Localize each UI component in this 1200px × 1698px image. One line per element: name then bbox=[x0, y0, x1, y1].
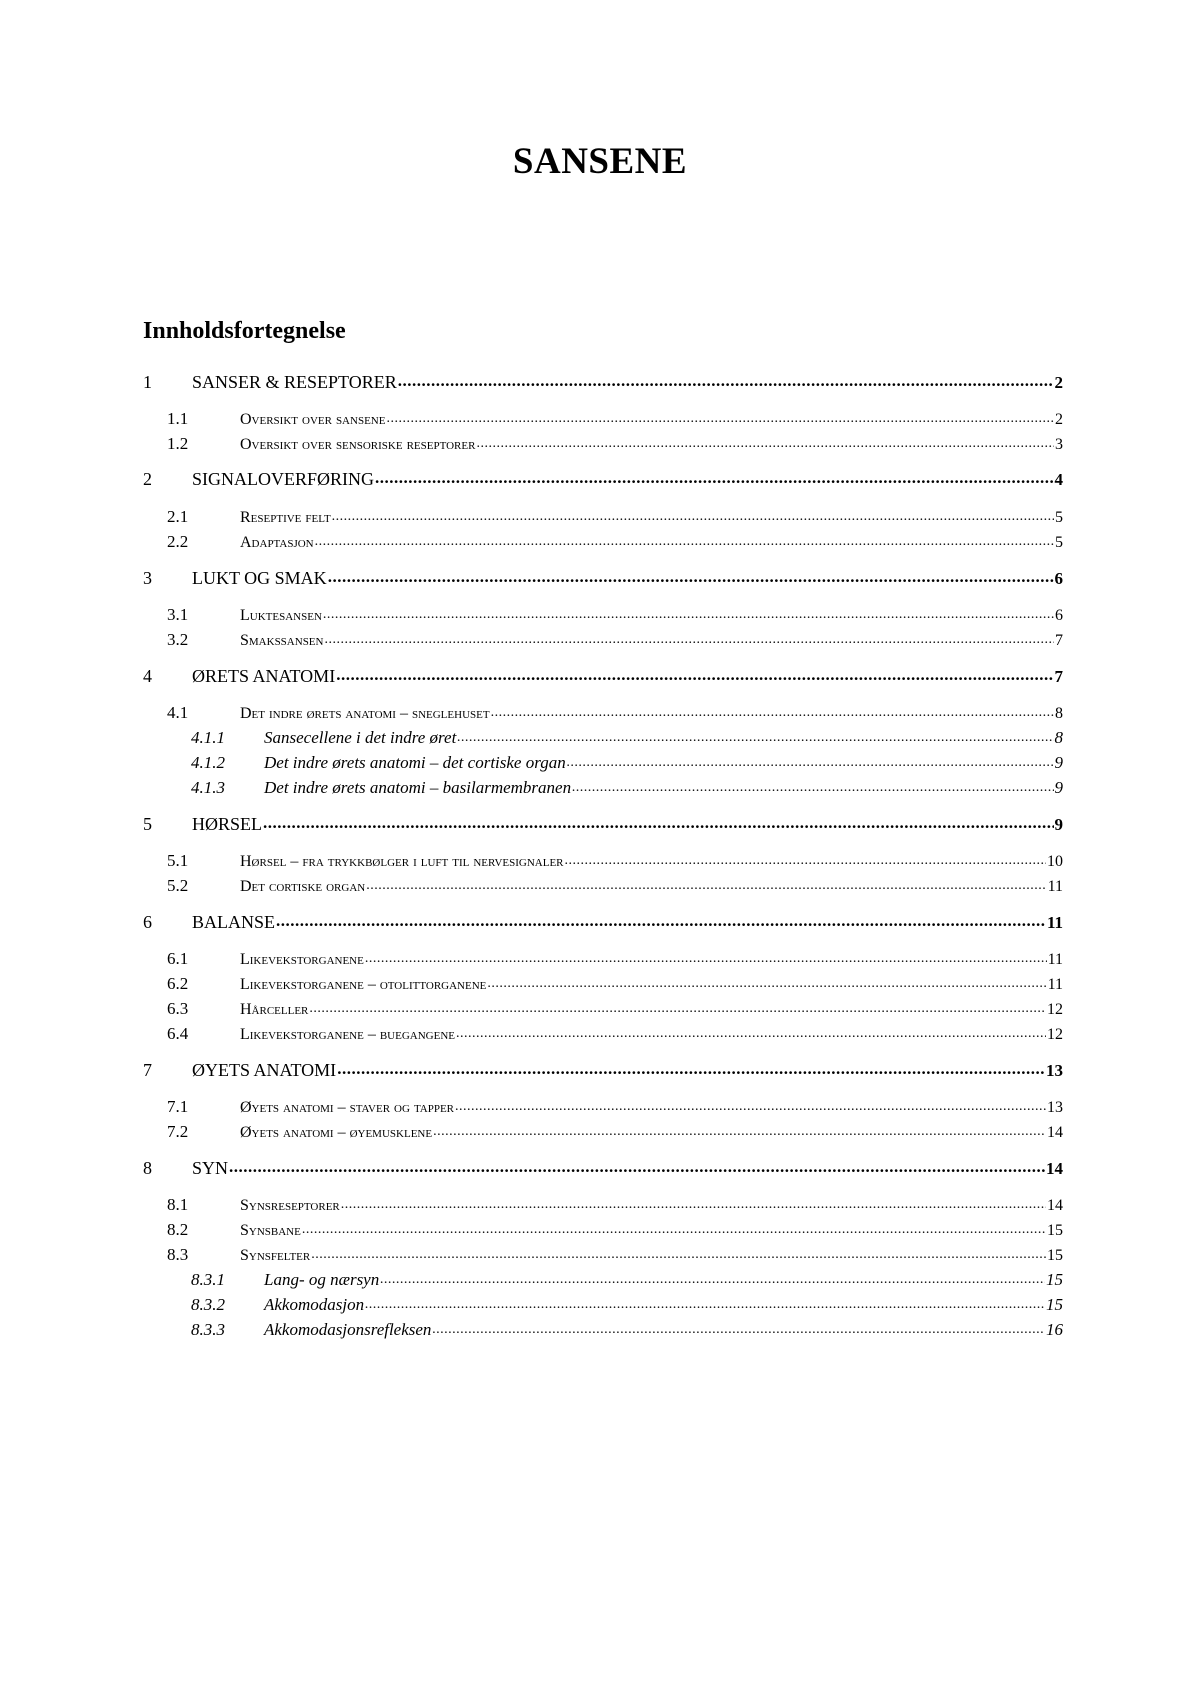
toc-entry-label: Reseptive felt bbox=[240, 509, 331, 526]
toc-entry[interactable] bbox=[167, 1095, 1063, 1119]
toc-entry-number: 8.3.1 bbox=[191, 1270, 225, 1289]
toc-entry-page-number: 5 bbox=[1055, 534, 1063, 551]
toc-entry-label: SANSER & RESEPTORER bbox=[192, 372, 397, 392]
toc-entry-label: Oversikt over sansene bbox=[240, 411, 386, 428]
toc-entry-number: 8.3 bbox=[167, 1245, 189, 1264]
toc-entry-number: 5.2 bbox=[167, 876, 189, 895]
toc-entry[interactable] bbox=[191, 1268, 1063, 1292]
toc-entry-page-number: 6 bbox=[1055, 607, 1063, 624]
toc-entry[interactable] bbox=[167, 603, 1063, 627]
toc-entry[interactable] bbox=[143, 370, 1063, 394]
toc-entry[interactable] bbox=[167, 1218, 1063, 1242]
toc-entry-label: ØYETS ANATOMI bbox=[192, 1060, 337, 1080]
toc-dot-leader bbox=[323, 603, 1054, 620]
toc-dot-leader bbox=[365, 1293, 1045, 1310]
toc-entry-label: Likevekstorganene – otolittorganene bbox=[240, 976, 487, 993]
toc-entry-label: Øyets anatomi – staver og tapper bbox=[240, 1099, 455, 1116]
toc-entry-label: Lang- og nærsyn bbox=[264, 1270, 380, 1289]
toc-entry-number: 6.4 bbox=[167, 1024, 189, 1043]
toc-dot-leader bbox=[302, 1218, 1046, 1235]
toc-entry-label: Det cortiske organ bbox=[240, 878, 366, 895]
toc-entry-label: Akkomodasjon bbox=[264, 1295, 365, 1314]
toc-entry-label: BALANSE bbox=[192, 912, 276, 932]
toc-entry-label: SYN bbox=[192, 1158, 229, 1178]
toc-entry[interactable] bbox=[167, 701, 1063, 725]
toc-entry-page-number: 11 bbox=[1047, 878, 1063, 895]
toc-entry[interactable] bbox=[167, 1193, 1063, 1217]
toc-entry-page-number: 7 bbox=[1055, 632, 1063, 649]
toc-entry[interactable] bbox=[143, 1156, 1063, 1180]
toc-entry-label: LUKT OG SMAK bbox=[192, 568, 327, 588]
toc-entry-label: Synsreseptorer bbox=[240, 1197, 340, 1214]
toc-entry-number: 6.1 bbox=[167, 949, 189, 968]
toc-entry-number: 7.1 bbox=[167, 1097, 189, 1116]
toc-entry[interactable] bbox=[143, 467, 1063, 491]
toc-entry[interactable] bbox=[167, 874, 1063, 898]
toc-entry-number: 4.1.2 bbox=[191, 753, 225, 772]
toc-dot-leader bbox=[386, 407, 1054, 424]
toc-entry-page-number: 14 bbox=[1046, 1159, 1063, 1178]
toc-dot-leader bbox=[276, 910, 1046, 928]
toc-dot-leader bbox=[380, 1268, 1045, 1285]
toc-entry-page-number: 8 bbox=[1055, 705, 1063, 722]
toc-entry[interactable] bbox=[191, 751, 1063, 775]
toc-entry-number: 6 bbox=[143, 912, 152, 932]
toc-entry-page-number: 15 bbox=[1047, 1222, 1063, 1239]
toc-entry-page-number: 2 bbox=[1054, 373, 1063, 392]
document-title: SANSENE bbox=[512, 141, 688, 182]
toc-entry-label: Øyets anatomi – øyemusklene bbox=[240, 1124, 433, 1141]
toc-entry-number: 5 bbox=[143, 814, 152, 834]
toc-entry[interactable] bbox=[191, 726, 1063, 750]
toc-entry-number: 7 bbox=[143, 1060, 152, 1080]
toc-entry-label: ØRETS ANATOMI bbox=[192, 666, 336, 686]
toc-entry-label: Luktesansen bbox=[240, 607, 322, 624]
toc-entry[interactable] bbox=[143, 566, 1063, 590]
toc-entry-label: Likevekstorganene bbox=[240, 951, 364, 968]
toc-entry-label: Sansecellene i det indre øret bbox=[264, 728, 457, 747]
toc-dot-leader bbox=[432, 1318, 1045, 1335]
toc-entry-page-number: 4 bbox=[1054, 470, 1063, 489]
toc-entry[interactable] bbox=[143, 910, 1063, 934]
toc-entry-number: 8 bbox=[143, 1158, 152, 1178]
toc-entry-page-number: 14 bbox=[1047, 1197, 1063, 1214]
toc-entry-label: Smakssansen bbox=[240, 632, 324, 649]
toc-entry-page-number: 15 bbox=[1046, 1270, 1063, 1289]
toc-entry[interactable] bbox=[167, 505, 1063, 529]
toc-entry-page-number: 7 bbox=[1054, 667, 1063, 686]
toc-entry[interactable] bbox=[191, 776, 1063, 800]
toc-entry-label: Hårceller bbox=[240, 1001, 309, 1018]
toc-dot-leader bbox=[263, 812, 1053, 830]
toc-dot-leader bbox=[572, 776, 1053, 793]
toc-dot-leader bbox=[336, 664, 1053, 682]
toc-dot-leader bbox=[341, 1193, 1046, 1210]
toc-entry-page-number: 12 bbox=[1047, 1026, 1063, 1043]
toc-entry-number: 4.1.1 bbox=[191, 728, 225, 747]
toc-entry-label: Det indre ørets anatomi – det cortiske organ bbox=[264, 753, 566, 772]
toc-dot-leader bbox=[487, 972, 1046, 989]
toc-dot-leader bbox=[328, 566, 1054, 584]
toc-dot-leader bbox=[315, 530, 1054, 547]
toc-entry-label: Hørsel – fra trykkbølger i luft til nervesignaler bbox=[240, 853, 564, 870]
toc-entry[interactable] bbox=[167, 997, 1063, 1021]
toc-entry-page-number: 15 bbox=[1046, 1295, 1063, 1314]
toc-dot-leader bbox=[565, 849, 1046, 866]
toc-entry-page-number: 11 bbox=[1047, 976, 1063, 993]
toc-entry-number: 1 bbox=[143, 372, 152, 392]
toc-entry[interactable] bbox=[167, 407, 1063, 431]
toc-entry-page-number: 11 bbox=[1046, 913, 1063, 932]
toc-entry-page-number: 13 bbox=[1047, 1099, 1063, 1116]
toc-dot-leader bbox=[229, 1156, 1045, 1174]
toc-entry-number: 2 bbox=[143, 469, 152, 489]
toc-entry-page-number: 9 bbox=[1054, 815, 1063, 834]
toc-entry-label: Synsbane bbox=[240, 1222, 301, 1239]
toc-entry-page-number: 14 bbox=[1047, 1124, 1063, 1141]
toc-dot-leader bbox=[375, 467, 1053, 485]
toc-dot-leader bbox=[332, 505, 1054, 522]
toc-entry[interactable] bbox=[167, 849, 1063, 873]
toc-dot-leader bbox=[433, 1120, 1046, 1137]
toc-entry-number: 2.2 bbox=[167, 532, 189, 551]
toc-entry[interactable] bbox=[167, 947, 1063, 971]
toc-entry-label: Akkomodasjonsrefleksen bbox=[264, 1320, 432, 1339]
toc-entry-number: 4 bbox=[143, 666, 152, 686]
toc-entry-label: Det indre ørets anatomi – basilarmembranen bbox=[264, 778, 572, 797]
toc-entry-number: 4.1.3 bbox=[191, 778, 225, 797]
toc-entry-label: Adaptasjon bbox=[240, 534, 314, 551]
toc-dot-leader bbox=[311, 1243, 1046, 1260]
toc-dot-leader bbox=[491, 701, 1054, 718]
toc-dot-leader bbox=[476, 432, 1054, 449]
toc-entry-page-number: 9 bbox=[1054, 753, 1063, 772]
toc-dot-leader bbox=[567, 751, 1054, 768]
toc-entry-number: 1.2 bbox=[167, 434, 189, 453]
toc-entry-number: 1.1 bbox=[167, 409, 189, 428]
toc-entry[interactable] bbox=[143, 664, 1063, 688]
toc-entry-number: 2.1 bbox=[167, 507, 189, 526]
toc-entry-label: SIGNALOVERFØRING bbox=[192, 469, 375, 489]
toc-entry-number: 8.1 bbox=[167, 1195, 189, 1214]
toc-entry-number: 4.1 bbox=[167, 703, 189, 722]
toc-entry[interactable] bbox=[167, 1243, 1063, 1267]
toc-dot-leader bbox=[337, 1058, 1045, 1076]
toc-entry[interactable] bbox=[167, 530, 1063, 554]
toc-entry-label: HØRSEL bbox=[192, 814, 263, 834]
toc-entry-page-number: 5 bbox=[1055, 509, 1063, 526]
toc-entry-page-number: 3 bbox=[1055, 436, 1063, 453]
toc-entry-number: 6.3 bbox=[167, 999, 189, 1018]
toc-entry-page-number: 16 bbox=[1046, 1320, 1063, 1339]
toc-entry-number: 3.2 bbox=[167, 630, 189, 649]
toc-entry[interactable] bbox=[143, 1058, 1063, 1082]
toc-entry-label: Det indre ørets anatomi – sneglehuset bbox=[240, 705, 490, 722]
toc-entry-page-number: 12 bbox=[1047, 1001, 1063, 1018]
toc-dot-leader bbox=[455, 1095, 1046, 1112]
toc-entry-page-number: 11 bbox=[1047, 951, 1063, 968]
toc-entry[interactable] bbox=[167, 1022, 1063, 1046]
toc-entry-page-number: 13 bbox=[1046, 1061, 1063, 1080]
toc-entry[interactable] bbox=[167, 628, 1063, 652]
toc-heading: Innholdsfortegnelse bbox=[143, 318, 346, 344]
toc-entry[interactable] bbox=[167, 972, 1063, 996]
toc-entry-label: Synsfelter bbox=[240, 1247, 311, 1264]
toc-dot-leader bbox=[365, 947, 1047, 964]
toc-dot-leader bbox=[309, 997, 1046, 1014]
toc-entry-number: 8.3.3 bbox=[191, 1320, 225, 1339]
toc-entry-number: 3.1 bbox=[167, 605, 189, 624]
toc-dot-leader bbox=[457, 726, 1053, 743]
toc-entry-page-number: 8 bbox=[1054, 728, 1063, 747]
toc-entry-number: 8.3.2 bbox=[191, 1295, 225, 1314]
toc-entry-number: 5.1 bbox=[167, 851, 189, 870]
toc-entry-label: Oversikt over sensoriske reseptorer bbox=[240, 436, 476, 453]
toc-entry-number: 6.2 bbox=[167, 974, 189, 993]
toc-entry[interactable] bbox=[167, 432, 1063, 456]
toc-dot-leader bbox=[324, 628, 1054, 645]
toc-dot-leader bbox=[366, 874, 1046, 891]
toc-entry-number: 8.2 bbox=[167, 1220, 189, 1239]
toc-entry-page-number: 2 bbox=[1055, 411, 1063, 428]
toc-entry[interactable] bbox=[143, 812, 1063, 836]
toc-entry[interactable] bbox=[191, 1318, 1063, 1342]
toc-entry-page-number: 6 bbox=[1054, 569, 1063, 588]
toc-entry[interactable] bbox=[167, 1120, 1063, 1144]
toc-entry-page-number: 15 bbox=[1047, 1247, 1063, 1264]
toc-entry-page-number: 10 bbox=[1047, 853, 1063, 870]
toc-entry[interactable] bbox=[191, 1293, 1063, 1317]
toc-dot-leader bbox=[398, 370, 1054, 388]
toc-entry-page-number: 9 bbox=[1054, 778, 1063, 797]
toc-entry-label: Likevekstorganene – buegangene bbox=[240, 1026, 455, 1043]
toc-dot-leader bbox=[456, 1022, 1046, 1039]
toc-entry-number: 7.2 bbox=[167, 1122, 189, 1141]
toc-entry-number: 3 bbox=[143, 568, 152, 588]
